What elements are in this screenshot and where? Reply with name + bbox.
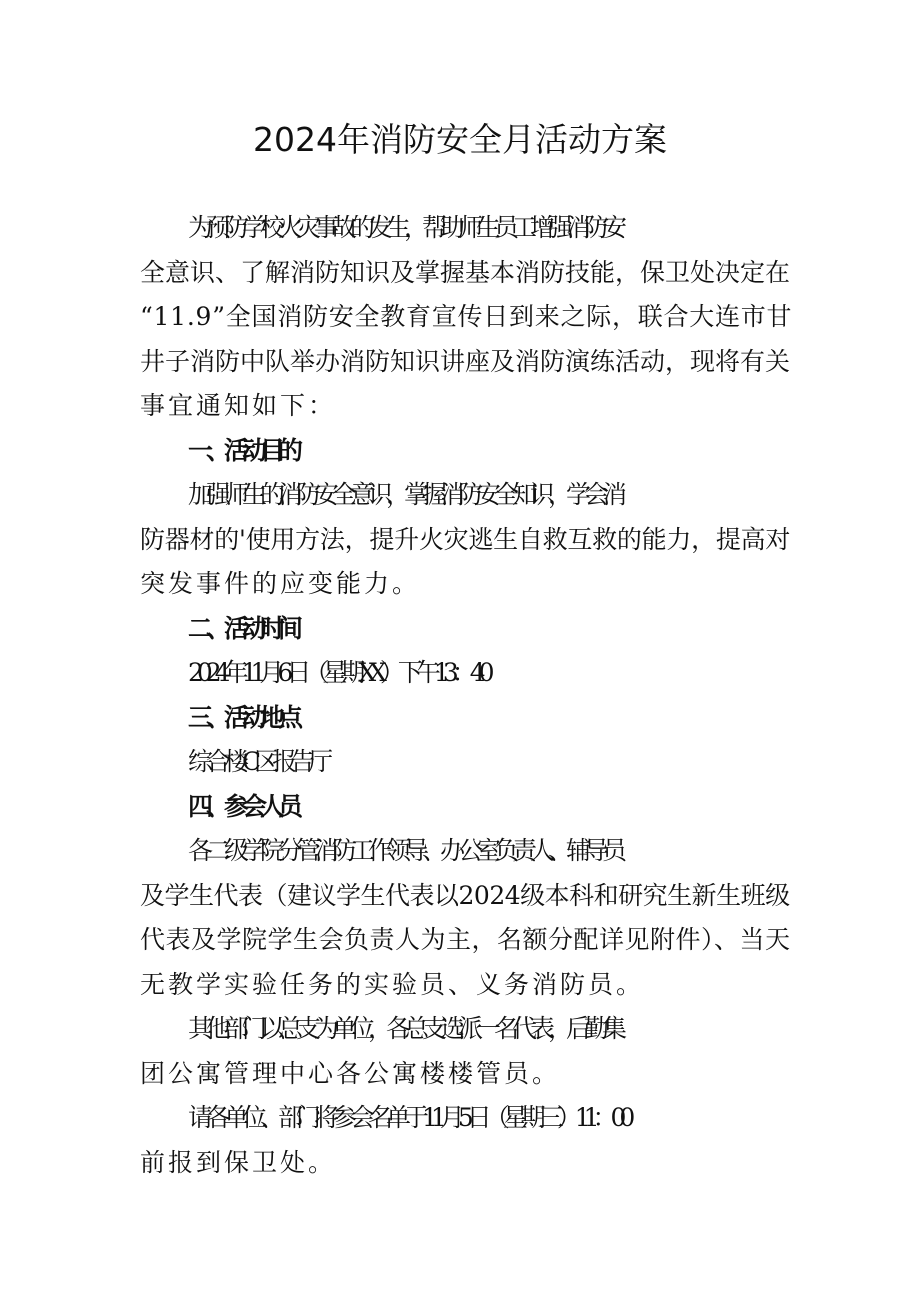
paragraph-line: 其他部门以总支为单位，各总支选派一名代表，后勤集 (188, 1014, 621, 1043)
paragraph-line: 2024年11月6日（星期XX）下午13：40 (188, 658, 488, 687)
paragraph-line: 代表及学院学生会负责人为主，名额分配详见附件）、当天 (140, 925, 791, 954)
section-heading: 一、活动目的 (188, 435, 297, 465)
paragraph-line: 团公寓管理中心各公寓楼楼管员。 (140, 1058, 561, 1088)
section-heading: 四、参会人员 (188, 791, 297, 821)
document-body (140, 206, 792, 1185)
paragraph-line: 无教学实验任务的实验员、义务消防员。 (140, 969, 645, 999)
paragraph-line: 井子消防中队举办消防知识讲座及消防演练活动，现将有关 (140, 346, 791, 376)
paragraph-line: 防器材的'使用方法，提升火灾逃生自救互救的能力，提高对 (140, 524, 791, 554)
document-title: 2024年消防安全月活动方案 (253, 120, 667, 159)
section-heading: 三、活动地点 (188, 702, 297, 732)
section-heading: 二、活动时间 (188, 613, 297, 643)
paragraph-line: 加强师生的消防安全意识，掌握消防安全知识，学会消 (188, 480, 621, 509)
paragraph-line: 全意识、了解消防知识及掌握基本消防技能，保卫处决定在 (140, 257, 791, 287)
paragraph-line: 综合楼C区报告厅 (188, 747, 327, 776)
paragraph-line: 前报到保卫处。 (140, 1147, 337, 1177)
paragraph-line: “11.9”全国消防安全教育宣传日到来之际，联合大连市甘 (140, 302, 793, 331)
paragraph-line: 突发事件的应变能力。 (140, 569, 421, 598)
paragraph-line: 及学生代表（建议学生代表以2024级本科和研究生新生班级 (140, 880, 790, 910)
paragraph-line: 为预防学校火灾事故的发生，帮助师生员工增强消防安 (188, 213, 621, 242)
paragraph-line: 请各单位、部门将参会名单于11月5日（星期三）11：00 (188, 1103, 629, 1132)
paragraph-line: 各二级学院分管消防工作领导、办公室负责人、辅导员 (188, 836, 621, 865)
paragraph-line: 事宜通知如下： (140, 391, 337, 420)
